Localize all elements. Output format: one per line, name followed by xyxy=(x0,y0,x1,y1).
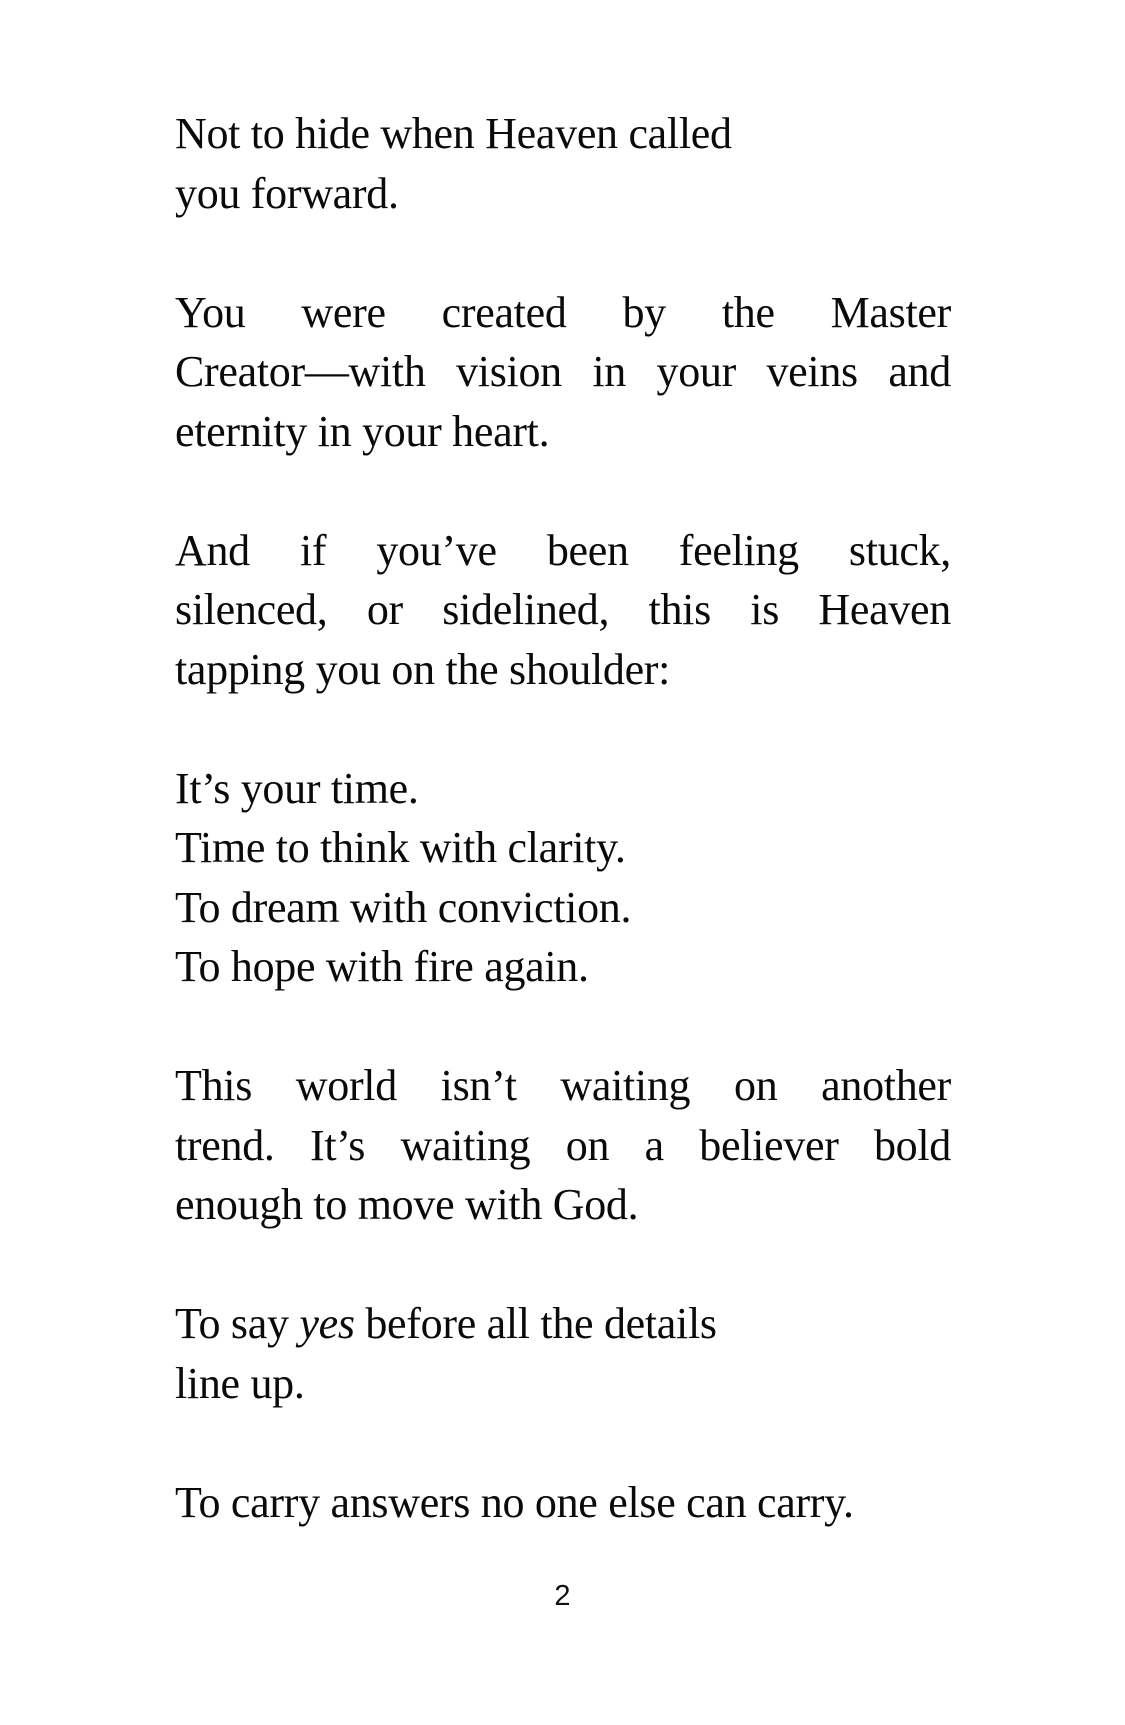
text-line: you forward. xyxy=(175,168,399,218)
page-body xyxy=(175,104,951,1592)
paragraph-hide-when-called xyxy=(175,104,951,223)
text-line: Time to think with clarity. xyxy=(175,823,626,872)
text-line: You were created by the Master xyxy=(175,287,951,337)
text-line: silenced, or sidelined, this is Heaven xyxy=(175,585,951,634)
text-line: To carry answers no one else can carry. xyxy=(175,1477,854,1527)
text-line: It’s your time. xyxy=(175,763,419,813)
paragraph-your-time xyxy=(175,759,951,997)
paragraph-feeling-stuck xyxy=(175,521,951,700)
text-line: enough to move with God. xyxy=(175,1180,639,1229)
text-line: Not to hide when Heaven called xyxy=(175,109,732,158)
text-line: To hope with fire again. xyxy=(175,942,589,991)
text-line: line up. xyxy=(175,1358,305,1408)
text-segment: before all the details xyxy=(354,1299,717,1348)
text-segment: To say xyxy=(175,1299,300,1348)
paragraph-carry-answers xyxy=(175,1473,951,1533)
text-line: eternity in your heart. xyxy=(175,406,550,456)
emphasis-yes: yes xyxy=(299,1299,355,1348)
paragraph-say-yes xyxy=(175,1294,951,1413)
text-line: Creator—with vision in your veins and xyxy=(175,347,951,396)
text-line: This world isn’t waiting on another xyxy=(175,1061,951,1110)
text-line: To dream with conviction. xyxy=(175,882,632,932)
text-line xyxy=(175,1294,951,1354)
text-line: tapping you on the shoulder: xyxy=(175,644,671,694)
text-line: trend. It’s waiting on a believer bold xyxy=(175,1120,951,1170)
paragraph-master-creator xyxy=(175,283,951,462)
page-number: 2 xyxy=(554,1580,571,1612)
text-line: And if you’ve been feeling stuck, xyxy=(175,525,951,575)
paragraph-world-waiting xyxy=(175,1056,951,1235)
